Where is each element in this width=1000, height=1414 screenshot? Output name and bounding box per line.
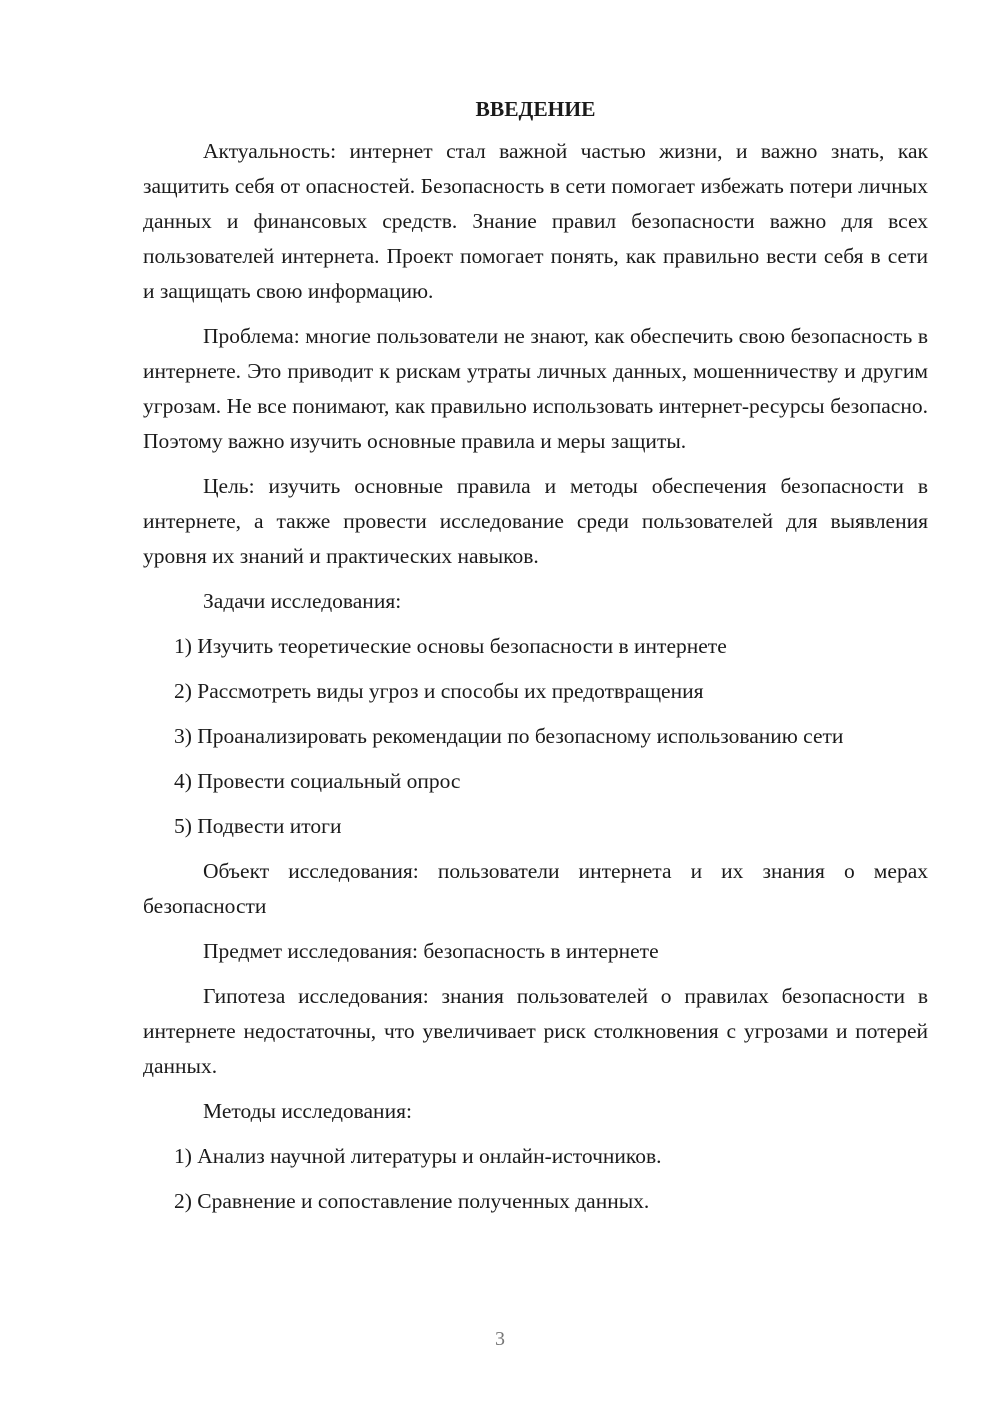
list-item-method-1: 1) Анализ научной литературы и онлайн-источников.	[174, 1144, 662, 1168]
methods-heading: Методы исследования:	[203, 1099, 412, 1123]
paragraph-problem: Проблема: многие пользователи не знают, как обеспечить свою безопасность в интернете. Это приводит к рискам утраты личных данных, мошенничеству и другим угрозам. Не все понимают, как правильно использовать интернет-ресурсы безопасно. Поэтому важно изучить основные правила и меры защиты.	[143, 324, 928, 453]
page-content	[143, 92, 928, 1229]
list-item-task-3: 3) Проанализировать рекомендации по безопасному использованию сети	[174, 724, 844, 748]
page-title: ВВЕДЕНИЕ	[475, 97, 596, 121]
paragraph-object: Объект исследования: пользователи интернета и их знания о мерах безопасности	[143, 859, 928, 918]
paragraph-goal: Цель: изучить основные правила и методы обеспечения безопасности в интернете, а также провести исследование среди пользователей для выявления уровня их знаний и практических навыков.	[143, 474, 928, 568]
list-item-task-5: 5) Подвести итоги	[174, 814, 342, 838]
paragraph-relevance: Актуальность: интернет стал важной частью жизни, и важно знать, как защитить себя от опасностей. Безопасность в сети помогает избежать потери личных данных и финансовых средств. Знание правил безопасности важно для всех пользователей интернета. Проект помогает понять, как правильно вести себя в сети и защищать свою информацию.	[143, 139, 928, 303]
list-item-method-2: 2) Сравнение и сопоставление полученных данных.	[174, 1189, 650, 1213]
list-item-task-1: 1) Изучить теоретические основы безопасности в интернете	[174, 634, 727, 658]
tasks-heading: Задачи исследования:	[203, 589, 402, 613]
paragraph-hypothesis: Гипотеза исследования: знания пользователей о правилах безопасности в интернете недостаточны, что увеличивает риск столкновения с угрозами и потерей данных.	[143, 984, 928, 1078]
paragraph-subject: Предмет исследования: безопасность в интернете	[203, 939, 659, 963]
list-item-task-4: 4) Провести социальный опрос	[174, 769, 461, 793]
page-number: 3	[495, 1328, 505, 1350]
list-item-task-2: 2) Рассмотреть виды угроз и способы их предотвращения	[174, 679, 704, 703]
